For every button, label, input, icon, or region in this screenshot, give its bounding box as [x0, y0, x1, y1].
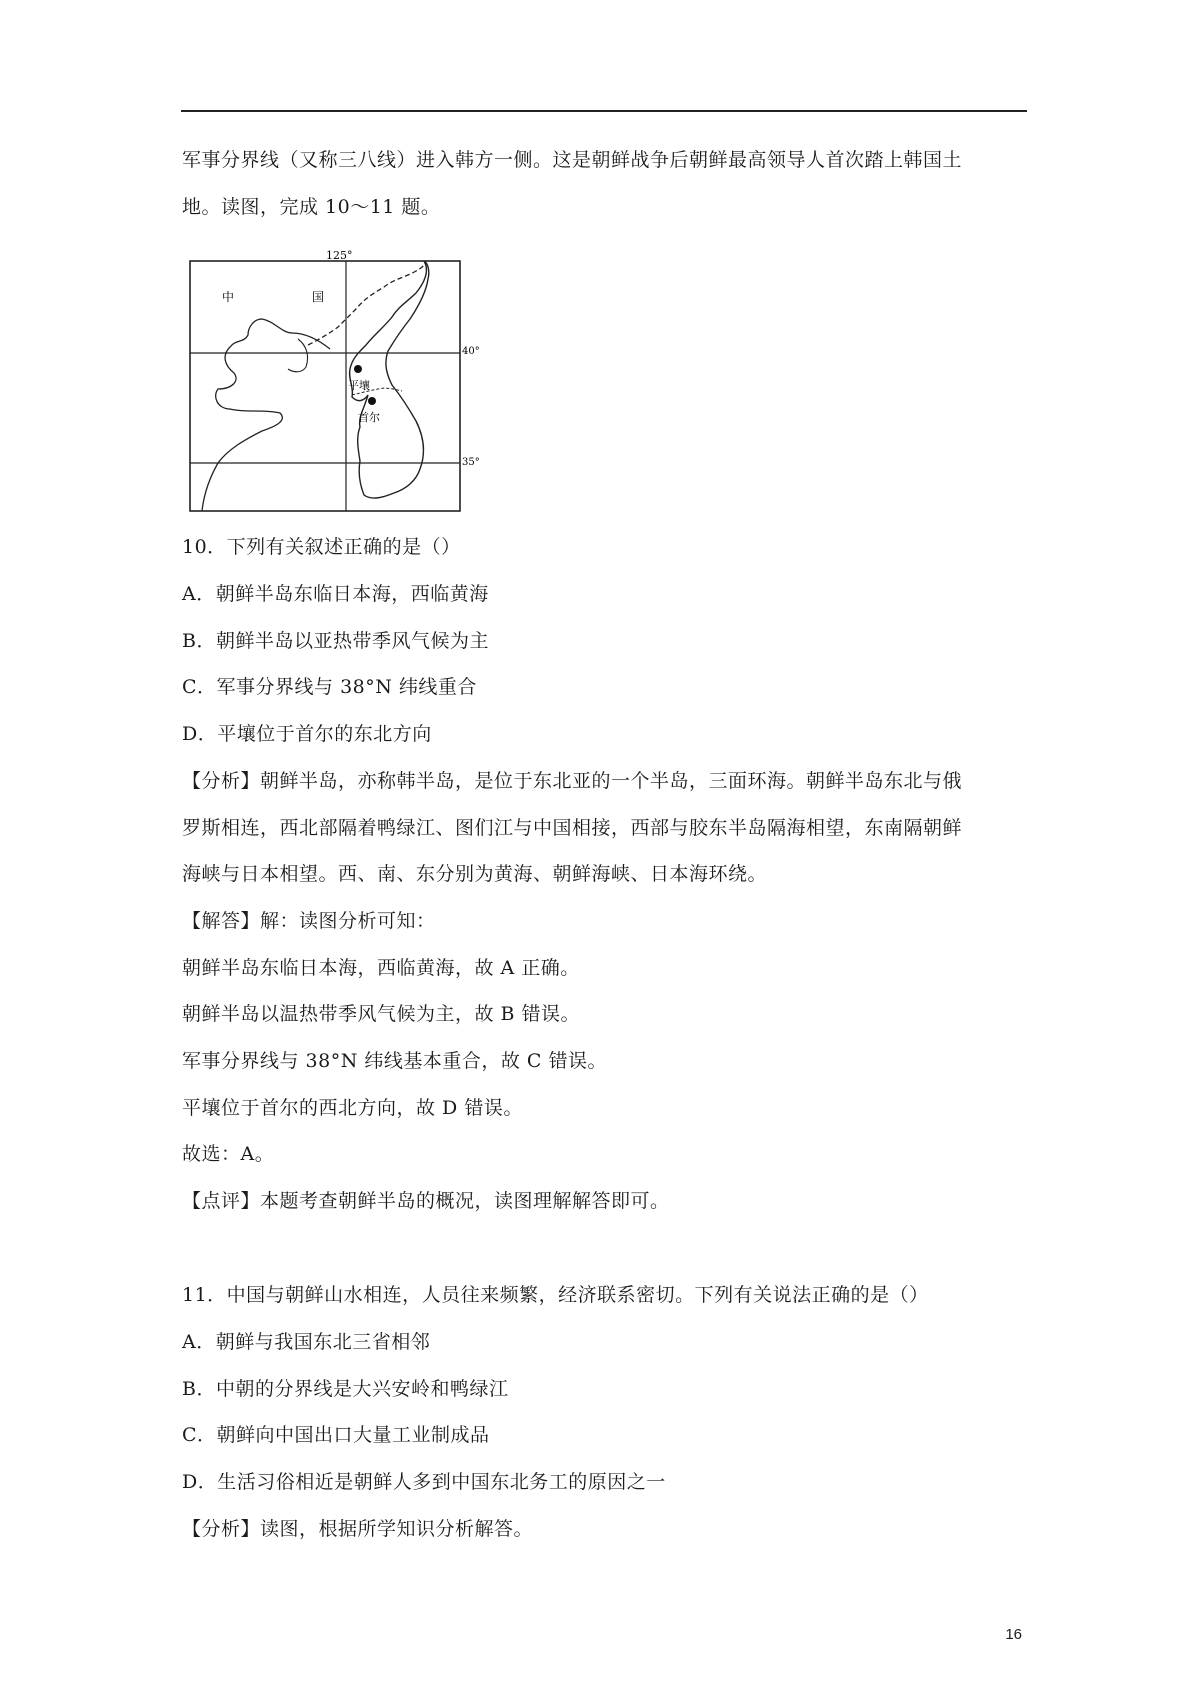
intro-line-2: 地。读图，完成 10～11 题。	[182, 196, 441, 218]
q10-analysis-3: 海峡与日本相望。西、南、东分别为黄海、朝鲜海峡、日本海环绕。	[182, 863, 768, 885]
label-125: 125°	[326, 249, 353, 262]
korea-peninsula-map	[188, 249, 488, 513]
q10-answer-b: 朝鲜半岛以温热带季风气候为主，故 B 错误。	[182, 1003, 581, 1025]
q10-answer-a: 朝鲜半岛东临日本海，西临黄海，故 A 正确。	[182, 957, 580, 979]
q11-option-b: B．中朝的分界线是大兴安岭和鸭绿江	[182, 1378, 509, 1400]
label-pyongyang: 平壤	[348, 379, 370, 392]
label-40: 40°	[462, 346, 480, 357]
label-35: 35°	[462, 457, 480, 468]
q10-option-a: A．朝鲜半岛东临日本海，西临黄海	[182, 583, 489, 605]
pyongyang-dot	[354, 365, 362, 373]
q11-option-d: D．生活习俗相近是朝鲜人多到中国东北务工的原因之一	[182, 1471, 666, 1493]
liaodong-coast	[288, 339, 308, 372]
q10-answer-d: 平壤位于首尔的西北方向，故 D 错误。	[182, 1097, 523, 1119]
label-zhong: 中	[222, 290, 235, 304]
china-korea-border	[308, 261, 425, 345]
q10-option-c: C．军事分界线与 38°N 纬线重合	[182, 676, 477, 698]
q10-choice: 故选：A。	[182, 1143, 275, 1165]
label-guo: 国	[312, 290, 325, 304]
header-rule	[181, 110, 1027, 112]
q10-analysis-1: 【分析】朝鲜半岛，亦称韩半岛，是位于东北亚的一个半岛，三面环海。朝鲜半岛东北与俄	[182, 770, 963, 792]
q11-option-a: A．朝鲜与我国东北三省相邻	[182, 1331, 431, 1353]
q10-stem: 10．下列有关叙述正确的是（）	[182, 536, 461, 558]
intro-line-1: 军事分界线（又称三八线）进入韩方一侧。这是朝鲜战争后朝鲜最高领导人首次踏上韩国土	[182, 149, 963, 171]
seoul-dot	[368, 397, 376, 405]
q10-comment: 【点评】本题考查朝鲜半岛的概况，读图理解解答即可。	[182, 1190, 670, 1212]
q10-option-b: B．朝鲜半岛以亚热带季风气候为主	[182, 630, 489, 652]
q10-analysis-2: 罗斯相连，西北部隔着鸭绿江、图们江与中国相接，西部与胶东半岛隔海相望，东南隔朝鲜	[182, 817, 963, 839]
label-seoul: 首尔	[358, 411, 380, 424]
map-figure	[188, 249, 488, 513]
q10-answer-c: 军事分界线与 38°N 纬线基本重合，故 C 错误。	[182, 1050, 607, 1072]
q10-answer-head: 【解答】解：读图分析可知：	[182, 910, 436, 932]
q11-stem: 11．中国与朝鲜山水相连，人员往来频繁，经济联系密切。下列有关说法正确的是（）	[182, 1284, 929, 1306]
q11-analysis: 【分析】读图，根据所学知识分析解答。	[182, 1518, 534, 1540]
q11-option-c: C．朝鲜向中国出口大量工业制成品	[182, 1424, 490, 1446]
china-coastline	[202, 319, 330, 511]
page-number: 16	[1005, 1626, 1022, 1643]
q10-option-d: D．平壤位于首尔的东北方向	[182, 723, 432, 745]
